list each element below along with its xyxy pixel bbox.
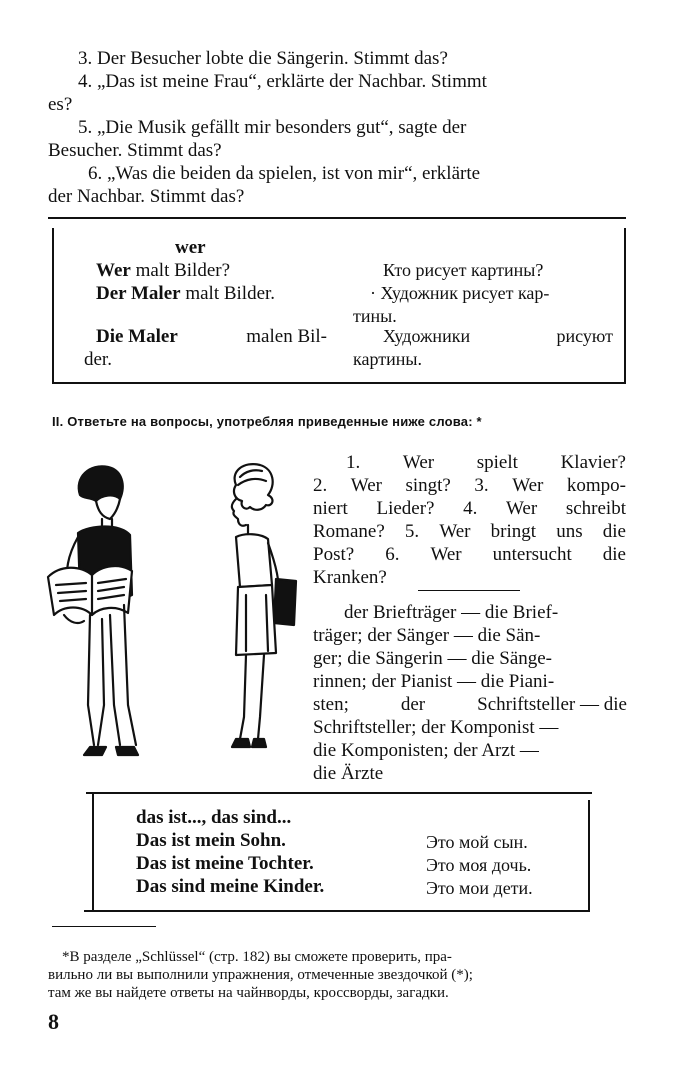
box2-row3-de: Das sind meine Kinder. — [136, 876, 325, 897]
footnote-separator — [52, 926, 156, 927]
footnote-line-2: вильно ли вы выполнили упражнения, отмеченные звездочкой (*); — [48, 967, 473, 983]
question-line-4: Romane? 5. Wer bringt uns die — [313, 521, 626, 542]
word-line-2: träger; der Sänger — die Sän- — [313, 625, 541, 646]
exercise-line-4-cont: es? — [48, 94, 73, 115]
box2-heading: das ist..., das sind... — [136, 807, 292, 828]
exercise-line-3: 3. Der Besucher lobte die Sängerin. Stimmt das? — [78, 48, 448, 69]
page-number: 8 — [48, 1009, 59, 1034]
box2-row3-ru: Это мои дети. — [426, 878, 533, 898]
word-line-5: sten; der Schriftsteller — die — [313, 694, 627, 715]
word-line-1: der Briefträger — die Brief- — [344, 602, 559, 623]
section-heading: II. Ответьте на вопросы, употребляя приведенные ниже слова: * — [52, 414, 482, 429]
word-line-4: rinnen; der Pianist — die Piani- — [313, 671, 555, 692]
illustration-man-and-woman — [40, 455, 310, 770]
exercise-line-5: 5. „Die Musik gefällt mir besonders gut“, sagte der — [78, 117, 467, 138]
box2-row1-ru: Это мой сын. — [426, 832, 528, 852]
exercise-line-6: 6. „Was die beiden da spielen, ist von mir“, erklärte — [88, 163, 481, 184]
box1-row2-left: Der Maler malt Bilder. — [96, 283, 276, 304]
box1-row1-left: Wer malt Bilder? — [96, 260, 231, 281]
box1-heading: wer — [175, 237, 206, 258]
exercise-line-6-cont: der Nachbar. Stimmt das? — [48, 186, 245, 207]
question-line-5: Post? 6. Wer untersucht die — [313, 544, 626, 565]
question-line-2: 2. Wer singt? 3. Wer kompo- — [313, 475, 626, 496]
box1-row2-right-cont: тины. — [353, 306, 397, 326]
box1-row3-left: Die Maler malen Bil- — [96, 326, 327, 347]
box1-row3-right-cont: картины. — [353, 349, 422, 369]
box1-row3-left-cont: der. — [84, 349, 112, 370]
exercise-line-4: 4. „Das ist meine Frau“, erklärte der Nachbar. Stimmt — [78, 71, 487, 92]
box2-row1-de: Das ist mein Sohn. — [136, 830, 286, 851]
word-line-7: die Komponisten; der Arzt — — [313, 740, 539, 761]
footnote-line-3: там же вы найдете ответы на чайнворды, кроссворды, загадки. — [48, 985, 449, 1001]
box2-row2-ru: Это моя дочь. — [426, 855, 532, 875]
box1-row3-right: Художники рисуют — [383, 326, 613, 346]
word-line-8: die Ärzte — [313, 763, 384, 784]
box2-row2-de: Das ist meine Tochter. — [136, 853, 314, 874]
box1-row2-right: · Художник рисует кар- — [370, 283, 550, 303]
question-line-3: niert Lieder? 4. Wer schreibt — [313, 498, 626, 519]
word-line-3: ger; die Sängerin — die Sänge- — [313, 648, 553, 669]
exercise-line-5-cont: Besucher. Stimmt das? — [48, 140, 222, 161]
box1-row1-right: Кто рисует картины? — [383, 260, 544, 280]
question-line-1: 1. Wer spielt Klavier? — [346, 452, 626, 473]
footnote-line-1: *В разделе „Schlüssel“ (стр. 182) вы сможете проверить, пра- — [62, 949, 452, 965]
word-line-6: Schriftsteller; der Komponist — — [313, 717, 559, 738]
question-line-6: Kranken? — [313, 567, 387, 588]
divider-rule — [418, 590, 520, 591]
